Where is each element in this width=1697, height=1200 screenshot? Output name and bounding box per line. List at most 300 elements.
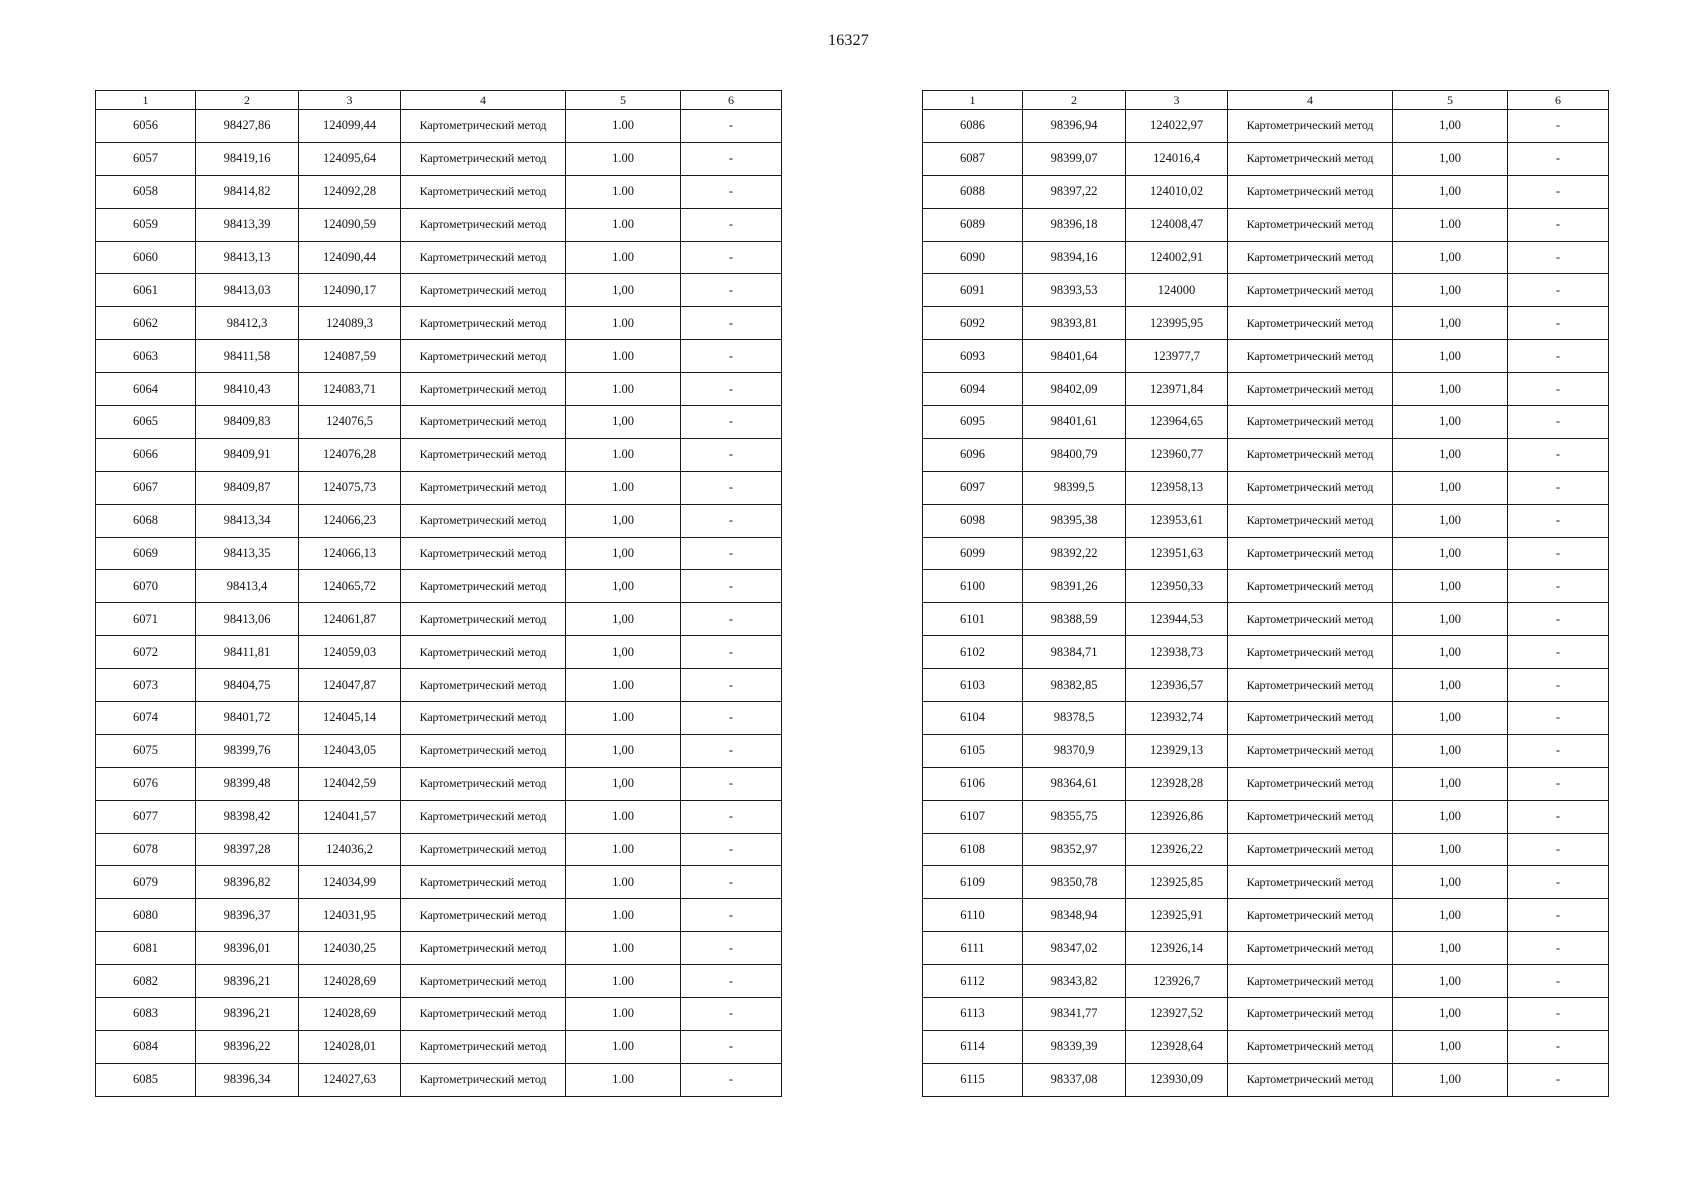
cell-description: - — [681, 767, 782, 800]
cell-point-number: 6080 — [96, 899, 196, 932]
cell-point-number: 6098 — [923, 504, 1023, 537]
cell-method: Картометрический метод — [1228, 373, 1393, 406]
cell-description: - — [681, 438, 782, 471]
cell-coordinate-y: 124016,4 — [1126, 142, 1228, 175]
table-row — [923, 1030, 1609, 1063]
cell-point-number: 6068 — [96, 504, 196, 537]
cell-point-number: 6058 — [96, 175, 196, 208]
cell-description: - — [1508, 274, 1609, 307]
cell-coordinate-y: 123960,77 — [1126, 438, 1228, 471]
cell-coordinate-y: 124090,44 — [299, 241, 401, 274]
cell-coordinate-y: 124066,13 — [299, 537, 401, 570]
cell-method: Картометрический метод — [401, 471, 566, 504]
cell-point-number: 6061 — [96, 274, 196, 307]
cell-description: - — [1508, 241, 1609, 274]
table-row — [923, 1063, 1609, 1096]
cell-point-number: 6101 — [923, 603, 1023, 636]
cell-description: - — [1508, 702, 1609, 735]
cell-coordinate-x: 98378,5 — [1023, 702, 1126, 735]
cell-coordinate-y: 123928,28 — [1126, 767, 1228, 800]
cell-description: - — [1508, 767, 1609, 800]
cell-accuracy: 1,00 — [1393, 406, 1508, 439]
table-row — [923, 241, 1609, 274]
cell-coordinate-y: 123930,09 — [1126, 1063, 1228, 1096]
cell-accuracy: 1.00 — [566, 702, 681, 735]
cell-point-number: 6079 — [96, 866, 196, 899]
cell-coordinate-y: 124028,69 — [299, 965, 401, 998]
table-row — [96, 669, 782, 702]
cell-coordinate-x: 98399,48 — [196, 767, 299, 800]
cell-accuracy: 1.00 — [566, 800, 681, 833]
table-row — [923, 504, 1609, 537]
cell-coordinate-x: 98398,42 — [196, 800, 299, 833]
cell-coordinate-x: 98409,91 — [196, 438, 299, 471]
table-row — [96, 142, 782, 175]
cell-method: Картометрический метод — [401, 603, 566, 636]
cell-coordinate-x: 98410,43 — [196, 373, 299, 406]
table-row — [923, 142, 1609, 175]
column-header-4: 4 — [401, 91, 566, 110]
cell-description: - — [1508, 570, 1609, 603]
table-row — [96, 636, 782, 669]
table-row — [96, 537, 782, 570]
cell-coordinate-x: 98397,28 — [196, 833, 299, 866]
cell-coordinate-y: 123926,86 — [1126, 800, 1228, 833]
cell-coordinate-y: 123938,73 — [1126, 636, 1228, 669]
cell-coordinate-y: 124089,3 — [299, 307, 401, 340]
cell-coordinate-y: 124075,73 — [299, 471, 401, 504]
cell-accuracy: 1,00 — [1393, 899, 1508, 932]
cell-point-number: 6095 — [923, 406, 1023, 439]
cell-coordinate-x: 98400,79 — [1023, 438, 1126, 471]
table-row — [96, 965, 782, 998]
cell-coordinate-x: 98391,26 — [1023, 570, 1126, 603]
cell-coordinate-y: 123936,57 — [1126, 669, 1228, 702]
cell-coordinate-y: 124028,01 — [299, 1030, 401, 1063]
cell-accuracy: 1,00 — [1393, 438, 1508, 471]
cell-accuracy: 1.00 — [566, 833, 681, 866]
cell-coordinate-y: 123927,52 — [1126, 998, 1228, 1031]
cell-description: - — [681, 899, 782, 932]
cell-accuracy: 1.00 — [566, 373, 681, 406]
cell-method: Картометрический метод — [401, 504, 566, 537]
cell-method: Картометрический метод — [1228, 1063, 1393, 1096]
table-row — [923, 636, 1609, 669]
cell-description: - — [681, 274, 782, 307]
cell-description: - — [681, 932, 782, 965]
cell-coordinate-x: 98399,07 — [1023, 142, 1126, 175]
cell-accuracy: 1,00 — [1393, 570, 1508, 603]
cell-accuracy: 1,00 — [566, 274, 681, 307]
cell-coordinate-x: 98413,4 — [196, 570, 299, 603]
cell-point-number: 6102 — [923, 636, 1023, 669]
table-row — [96, 1063, 782, 1096]
cell-method: Картометрический метод — [401, 175, 566, 208]
cell-point-number: 6088 — [923, 175, 1023, 208]
cell-coordinate-y: 124095,64 — [299, 142, 401, 175]
cell-description: - — [1508, 866, 1609, 899]
cell-coordinate-y: 123951,63 — [1126, 537, 1228, 570]
cell-accuracy: 1.00 — [566, 1030, 681, 1063]
cell-method: Картометрический метод — [401, 998, 566, 1031]
table-header-row — [923, 91, 1609, 110]
cell-coordinate-x: 98411,58 — [196, 340, 299, 373]
cell-method: Картометрический метод — [1228, 307, 1393, 340]
cell-coordinate-x: 98396,18 — [1023, 208, 1126, 241]
cell-description: - — [681, 669, 782, 702]
cell-method: Картометрический метод — [1228, 471, 1393, 504]
coordinates-table-right — [922, 90, 1609, 1097]
table-row — [923, 175, 1609, 208]
table-row — [923, 866, 1609, 899]
cell-method: Картометрический метод — [1228, 833, 1393, 866]
cell-description: - — [1508, 175, 1609, 208]
cell-coordinate-x: 98396,37 — [196, 899, 299, 932]
cell-accuracy: 1,00 — [1393, 734, 1508, 767]
cell-description: - — [1508, 1030, 1609, 1063]
cell-method: Картометрический метод — [401, 570, 566, 603]
table-row — [923, 603, 1609, 636]
cell-accuracy: 1,00 — [1393, 241, 1508, 274]
table-row — [96, 734, 782, 767]
cell-point-number: 6060 — [96, 241, 196, 274]
cell-coordinate-y: 124087,59 — [299, 340, 401, 373]
cell-coordinate-y: 123932,74 — [1126, 702, 1228, 735]
table-row — [923, 110, 1609, 143]
cell-point-number: 6089 — [923, 208, 1023, 241]
page-number: 16327 — [828, 32, 869, 49]
cell-coordinate-y: 123926,7 — [1126, 965, 1228, 998]
table-row — [96, 110, 782, 143]
cell-method: Картометрический метод — [1228, 241, 1393, 274]
cell-point-number: 6072 — [96, 636, 196, 669]
cell-description: - — [1508, 998, 1609, 1031]
cell-coordinate-y: 123925,85 — [1126, 866, 1228, 899]
cell-description: - — [1508, 965, 1609, 998]
cell-point-number: 6107 — [923, 800, 1023, 833]
cell-coordinate-x: 98413,39 — [196, 208, 299, 241]
table-row — [96, 833, 782, 866]
cell-method: Картометрический метод — [1228, 965, 1393, 998]
cell-method: Картометрический метод — [1228, 702, 1393, 735]
cell-coordinate-y: 124002,91 — [1126, 241, 1228, 274]
table-row — [923, 274, 1609, 307]
cell-coordinate-x: 98396,21 — [196, 998, 299, 1031]
cell-point-number: 6077 — [96, 800, 196, 833]
table-row — [96, 406, 782, 439]
cell-accuracy: 1.00 — [566, 241, 681, 274]
cell-point-number: 6110 — [923, 899, 1023, 932]
cell-coordinate-y: 124028,69 — [299, 998, 401, 1031]
cell-accuracy: 1,00 — [1393, 537, 1508, 570]
cell-accuracy: 1,00 — [1393, 504, 1508, 537]
cell-description: - — [1508, 471, 1609, 504]
cell-point-number: 6071 — [96, 603, 196, 636]
cell-method: Картометрический метод — [401, 406, 566, 439]
cell-method: Картометрический метод — [1228, 932, 1393, 965]
cell-coordinate-x: 98382,85 — [1023, 669, 1126, 702]
table-row — [96, 175, 782, 208]
table-row — [96, 241, 782, 274]
table-row — [923, 406, 1609, 439]
cell-accuracy: 1,00 — [566, 406, 681, 439]
cell-coordinate-x: 98409,83 — [196, 406, 299, 439]
cell-point-number: 6094 — [923, 373, 1023, 406]
cell-coordinate-x: 98396,01 — [196, 932, 299, 965]
cell-point-number: 6064 — [96, 373, 196, 406]
cell-description: - — [681, 833, 782, 866]
table-row — [923, 899, 1609, 932]
cell-coordinate-y: 124061,87 — [299, 603, 401, 636]
cell-coordinate-y: 123929,13 — [1126, 734, 1228, 767]
cell-description: - — [1508, 307, 1609, 340]
cell-coordinate-x: 98393,53 — [1023, 274, 1126, 307]
cell-coordinate-y: 123944,53 — [1126, 603, 1228, 636]
cell-coordinate-y: 123926,14 — [1126, 932, 1228, 965]
cell-point-number: 6109 — [923, 866, 1023, 899]
cell-point-number: 6097 — [923, 471, 1023, 504]
cell-accuracy: 1,00 — [1393, 998, 1508, 1031]
cell-accuracy: 1,00 — [1393, 307, 1508, 340]
column-header-3: 3 — [299, 91, 401, 110]
table-row — [96, 340, 782, 373]
cell-point-number: 6078 — [96, 833, 196, 866]
table-header-row — [96, 91, 782, 110]
cell-method: Картометрический метод — [1228, 998, 1393, 1031]
cell-point-number: 6100 — [923, 570, 1023, 603]
cell-accuracy: 1,00 — [1393, 932, 1508, 965]
column-header-5: 5 — [566, 91, 681, 110]
cell-coordinate-y: 123995,95 — [1126, 307, 1228, 340]
table-body-left — [96, 110, 782, 1097]
cell-coordinate-x: 98350,78 — [1023, 866, 1126, 899]
cell-coordinate-y: 124041,57 — [299, 800, 401, 833]
cell-coordinate-x: 98399,76 — [196, 734, 299, 767]
cell-description: - — [1508, 406, 1609, 439]
cell-accuracy: 1,00 — [566, 603, 681, 636]
cell-point-number: 6093 — [923, 340, 1023, 373]
cell-coordinate-y: 124066,23 — [299, 504, 401, 537]
table-row — [96, 899, 782, 932]
cell-method: Картометрический метод — [1228, 175, 1393, 208]
cell-coordinate-x: 98411,81 — [196, 636, 299, 669]
cell-coordinate-x: 98395,38 — [1023, 504, 1126, 537]
cell-accuracy: 1,00 — [566, 636, 681, 669]
cell-coordinate-y: 124031,95 — [299, 899, 401, 932]
cell-coordinate-x: 98401,72 — [196, 702, 299, 735]
cell-method: Картометрический метод — [401, 340, 566, 373]
cell-coordinate-x: 98392,22 — [1023, 537, 1126, 570]
cell-point-number: 6065 — [96, 406, 196, 439]
cell-coordinate-y: 124030,25 — [299, 932, 401, 965]
cell-description: - — [681, 504, 782, 537]
cell-accuracy: 1.00 — [566, 866, 681, 899]
cell-coordinate-x: 98341,77 — [1023, 998, 1126, 1031]
cell-accuracy: 1.00 — [566, 471, 681, 504]
column-header-4: 4 — [1228, 91, 1393, 110]
cell-point-number: 6105 — [923, 734, 1023, 767]
cell-accuracy: 1,00 — [1393, 142, 1508, 175]
cell-description: - — [681, 110, 782, 143]
table-row — [923, 373, 1609, 406]
cell-coordinate-y: 124010,02 — [1126, 175, 1228, 208]
cell-coordinate-y: 124092,28 — [299, 175, 401, 208]
cell-description: - — [681, 175, 782, 208]
cell-method: Картометрический метод — [401, 932, 566, 965]
cell-method: Картометрический метод — [1228, 208, 1393, 241]
cell-coordinate-x: 98396,22 — [196, 1030, 299, 1063]
cell-method: Картометрический метод — [401, 734, 566, 767]
cell-coordinate-x: 98348,94 — [1023, 899, 1126, 932]
table-row — [923, 734, 1609, 767]
cell-point-number: 6111 — [923, 932, 1023, 965]
table-row — [923, 208, 1609, 241]
table-row — [923, 307, 1609, 340]
cell-method: Картометрический метод — [401, 636, 566, 669]
cell-point-number: 6070 — [96, 570, 196, 603]
cell-description: - — [681, 307, 782, 340]
table-row — [96, 471, 782, 504]
cell-point-number: 6085 — [96, 1063, 196, 1096]
cell-point-number: 6059 — [96, 208, 196, 241]
cell-point-number: 6074 — [96, 702, 196, 735]
cell-description: - — [1508, 504, 1609, 537]
table-row — [96, 702, 782, 735]
table-row — [923, 438, 1609, 471]
cell-coordinate-x: 98412,3 — [196, 307, 299, 340]
cell-method: Картометрический метод — [401, 1030, 566, 1063]
cell-method: Картометрический метод — [1228, 406, 1393, 439]
table-row — [96, 438, 782, 471]
cell-coordinate-y: 123958,13 — [1126, 471, 1228, 504]
cell-coordinate-x: 98414,82 — [196, 175, 299, 208]
column-header-6: 6 — [681, 91, 782, 110]
cell-coordinate-x: 98427,86 — [196, 110, 299, 143]
cell-point-number: 6056 — [96, 110, 196, 143]
cell-description: - — [1508, 1063, 1609, 1096]
cell-coordinate-x: 98370,9 — [1023, 734, 1126, 767]
cell-coordinate-y: 124008,47 — [1126, 208, 1228, 241]
cell-method: Картометрический метод — [401, 669, 566, 702]
table-row — [96, 866, 782, 899]
cell-point-number: 6069 — [96, 537, 196, 570]
cell-method: Картометрический метод — [1228, 899, 1393, 932]
table-row — [96, 208, 782, 241]
cell-description: - — [1508, 603, 1609, 636]
cell-accuracy: 1,00 — [566, 570, 681, 603]
cell-point-number: 6062 — [96, 307, 196, 340]
table-row — [923, 800, 1609, 833]
cell-point-number: 6096 — [923, 438, 1023, 471]
cell-point-number: 6083 — [96, 998, 196, 1031]
cell-accuracy: 1,00 — [1393, 965, 1508, 998]
cell-point-number: 6073 — [96, 669, 196, 702]
cell-accuracy: 1,00 — [566, 734, 681, 767]
cell-coordinate-y: 124042,59 — [299, 767, 401, 800]
cell-method: Картометрический метод — [401, 438, 566, 471]
cell-point-number: 6092 — [923, 307, 1023, 340]
cell-method: Картометрический метод — [1228, 767, 1393, 800]
cell-accuracy: 1.00 — [566, 965, 681, 998]
cell-accuracy: 1,00 — [1393, 373, 1508, 406]
cell-accuracy: 1,00 — [1393, 471, 1508, 504]
cell-coordinate-x: 98404,75 — [196, 669, 299, 702]
cell-point-number: 6075 — [96, 734, 196, 767]
cell-method: Картометрический метод — [1228, 866, 1393, 899]
cell-accuracy: 1.00 — [566, 669, 681, 702]
cell-coordinate-x: 98413,03 — [196, 274, 299, 307]
cell-coordinate-x: 98397,22 — [1023, 175, 1126, 208]
cell-coordinate-y: 124090,59 — [299, 208, 401, 241]
table-row — [923, 932, 1609, 965]
table-row — [96, 767, 782, 800]
cell-description: - — [681, 373, 782, 406]
cell-accuracy: 1,00 — [1393, 636, 1508, 669]
cell-coordinate-y: 123928,64 — [1126, 1030, 1228, 1063]
cell-coordinate-x: 98364,61 — [1023, 767, 1126, 800]
cell-description: - — [681, 340, 782, 373]
cell-accuracy: 1.00 — [566, 307, 681, 340]
cell-accuracy: 1,00 — [1393, 340, 1508, 373]
cell-accuracy: 1.00 — [566, 175, 681, 208]
cell-method: Картометрический метод — [1228, 274, 1393, 307]
cell-description: - — [1508, 208, 1609, 241]
cell-method: Картометрический метод — [401, 965, 566, 998]
cell-coordinate-x: 98402,09 — [1023, 373, 1126, 406]
cell-coordinate-x: 98413,06 — [196, 603, 299, 636]
cell-description: - — [681, 1063, 782, 1096]
cell-accuracy: 1,00 — [1393, 1030, 1508, 1063]
table-row — [96, 504, 782, 537]
cell-accuracy: 1,00 — [566, 504, 681, 537]
cell-description: - — [681, 636, 782, 669]
cell-coordinate-x: 98396,82 — [196, 866, 299, 899]
cell-coordinate-y: 124065,72 — [299, 570, 401, 603]
cell-coordinate-y: 124076,5 — [299, 406, 401, 439]
cell-accuracy: 1.00 — [566, 208, 681, 241]
cell-description: - — [1508, 142, 1609, 175]
cell-description: - — [1508, 340, 1609, 373]
cell-coordinate-y: 124034,99 — [299, 866, 401, 899]
cell-point-number: 6076 — [96, 767, 196, 800]
cell-accuracy: 1,00 — [1393, 866, 1508, 899]
cell-coordinate-x: 98419,16 — [196, 142, 299, 175]
cell-method: Картометрический метод — [1228, 669, 1393, 702]
cell-description: - — [681, 570, 782, 603]
column-header-3: 3 — [1126, 91, 1228, 110]
coordinates-table-left — [95, 90, 782, 1097]
cell-coordinate-x: 98401,64 — [1023, 340, 1126, 373]
cell-accuracy: 1,00 — [566, 537, 681, 570]
cell-accuracy: 1,00 — [1393, 669, 1508, 702]
cell-description: - — [681, 142, 782, 175]
cell-description: - — [1508, 537, 1609, 570]
cell-accuracy: 1,00 — [1393, 110, 1508, 143]
table-row — [923, 471, 1609, 504]
cell-description: - — [681, 702, 782, 735]
cell-method: Картометрический метод — [401, 866, 566, 899]
cell-description: - — [1508, 800, 1609, 833]
cell-coordinate-y: 124047,87 — [299, 669, 401, 702]
cell-coordinate-y: 124027,63 — [299, 1063, 401, 1096]
cell-method: Картометрический метод — [1228, 142, 1393, 175]
table-row — [96, 1030, 782, 1063]
cell-coordinate-x: 98384,71 — [1023, 636, 1126, 669]
cell-point-number: 6084 — [96, 1030, 196, 1063]
cell-accuracy: 1.00 — [566, 110, 681, 143]
cell-accuracy: 1.00 — [566, 899, 681, 932]
table-row — [96, 570, 782, 603]
